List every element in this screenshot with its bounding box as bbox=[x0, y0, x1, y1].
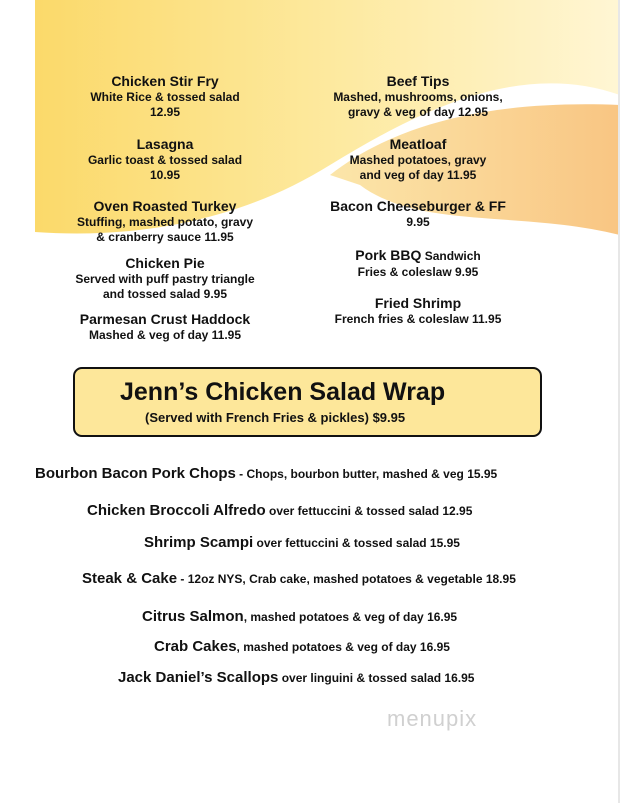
entree-name: Crab Cakes bbox=[154, 638, 237, 655]
menu-item-beef-tips bbox=[318, 73, 518, 120]
menu-item-oven-roasted-turkey bbox=[60, 198, 270, 245]
item-desc: and veg of day 11.95 bbox=[359, 168, 477, 182]
item-name: Chicken Stir Fry bbox=[111, 73, 219, 89]
menu-item-bacon-cheeseburger bbox=[318, 198, 518, 230]
item-name: Beef Tips bbox=[386, 73, 450, 89]
entree-name: Steak & Cake bbox=[82, 570, 178, 587]
entree-shrimp-scampi bbox=[144, 534, 460, 551]
item-name: Fried Shrimp bbox=[374, 295, 462, 311]
item-name-suffix: Sandwich bbox=[421, 249, 481, 263]
entree-citrus-salmon bbox=[142, 608, 457, 625]
entree-chicken-broccoli-alfredo bbox=[87, 502, 472, 519]
watermark: menupix bbox=[387, 706, 478, 731]
item-price: 9.95 bbox=[406, 215, 430, 229]
item-name: Parmesan Crust Haddock bbox=[79, 311, 251, 327]
item-desc: & cranberry sauce 11.95 bbox=[96, 230, 234, 244]
featured-wrap-box bbox=[73, 367, 542, 437]
item-desc: Garlic toast & tossed salad bbox=[87, 153, 243, 167]
featured-subtitle: (Served with French Fries & pickles) $9.95 bbox=[145, 410, 406, 425]
entree-desc: over fettuccini & tossed salad 12.95 bbox=[265, 504, 473, 518]
entree-desc: - Chops, bourbon butter, mashed & veg 15.95 bbox=[235, 467, 498, 481]
menu-item-pork-bbq bbox=[318, 247, 518, 280]
item-desc: French fries & coleslaw 11.95 bbox=[334, 312, 502, 326]
entree-desc: - 12oz NYS, Crab cake, mashed potatoes & vegetable 18.95 bbox=[177, 572, 516, 586]
entree-desc: , mashed potatoes & veg of day 16.95 bbox=[243, 610, 458, 624]
entree-name: Chicken Broccoli Alfredo bbox=[87, 502, 266, 519]
item-desc: White Rice & tossed salad bbox=[90, 90, 240, 104]
entree-desc: , mashed potatoes & veg of day 16.95 bbox=[236, 640, 450, 654]
menu-item-parmesan-crust-haddock bbox=[60, 311, 270, 343]
entree-name: Shrimp Scampi bbox=[144, 534, 254, 551]
item-name: Meatloaf bbox=[389, 136, 447, 152]
item-desc: and tossed salad 9.95 bbox=[102, 287, 228, 301]
entree-name: Citrus Salmon bbox=[142, 608, 244, 625]
item-price: 12.95 bbox=[149, 105, 181, 119]
menu-item-chicken-pie bbox=[60, 255, 270, 302]
item-name-main: Pork BBQ bbox=[355, 247, 422, 263]
item-name: Bacon Cheeseburger & FF bbox=[330, 198, 506, 214]
menu-item-fried-shrimp bbox=[318, 295, 518, 327]
item-desc: Mashed potatoes, gravy bbox=[349, 153, 487, 167]
entree-jack-daniels-scallops bbox=[118, 669, 474, 686]
entree-name: Jack Daniel’s Scallops bbox=[118, 669, 279, 686]
item-desc: Fries & coleslaw 9.95 bbox=[357, 265, 479, 279]
item-desc: Stuffing, mashed potato, gravy bbox=[76, 215, 253, 229]
entree-crab-cakes bbox=[154, 638, 450, 655]
menu-item-lasagna bbox=[60, 136, 270, 183]
menu-item-meatloaf bbox=[318, 136, 518, 183]
item-desc: Mashed & veg of day 11.95 bbox=[88, 328, 242, 342]
menu-item-chicken-stir-fry bbox=[60, 73, 270, 120]
featured-title: Jenn’s Chicken Salad Wrap bbox=[120, 378, 446, 406]
item-desc: Mashed, mushrooms, onions, bbox=[333, 90, 503, 104]
item-desc: Served with puff pastry triangle bbox=[75, 272, 255, 286]
item-name: Chicken Pie bbox=[125, 255, 205, 271]
item-desc: gravy & veg of day 12.95 bbox=[347, 105, 489, 119]
entree-steak-and-cake bbox=[82, 570, 516, 587]
item-price: 10.95 bbox=[149, 168, 181, 182]
entree-desc: over fettuccini & tossed salad 15.95 bbox=[253, 536, 460, 550]
item-name bbox=[318, 247, 518, 265]
item-name: Oven Roasted Turkey bbox=[93, 198, 237, 214]
entree-name: Bourbon Bacon Pork Chops bbox=[35, 465, 236, 482]
entree-bourbon-bacon-pork-chops bbox=[35, 465, 497, 482]
entree-desc: over linguini & tossed salad 16.95 bbox=[278, 671, 475, 685]
item-name: Lasagna bbox=[136, 136, 194, 152]
